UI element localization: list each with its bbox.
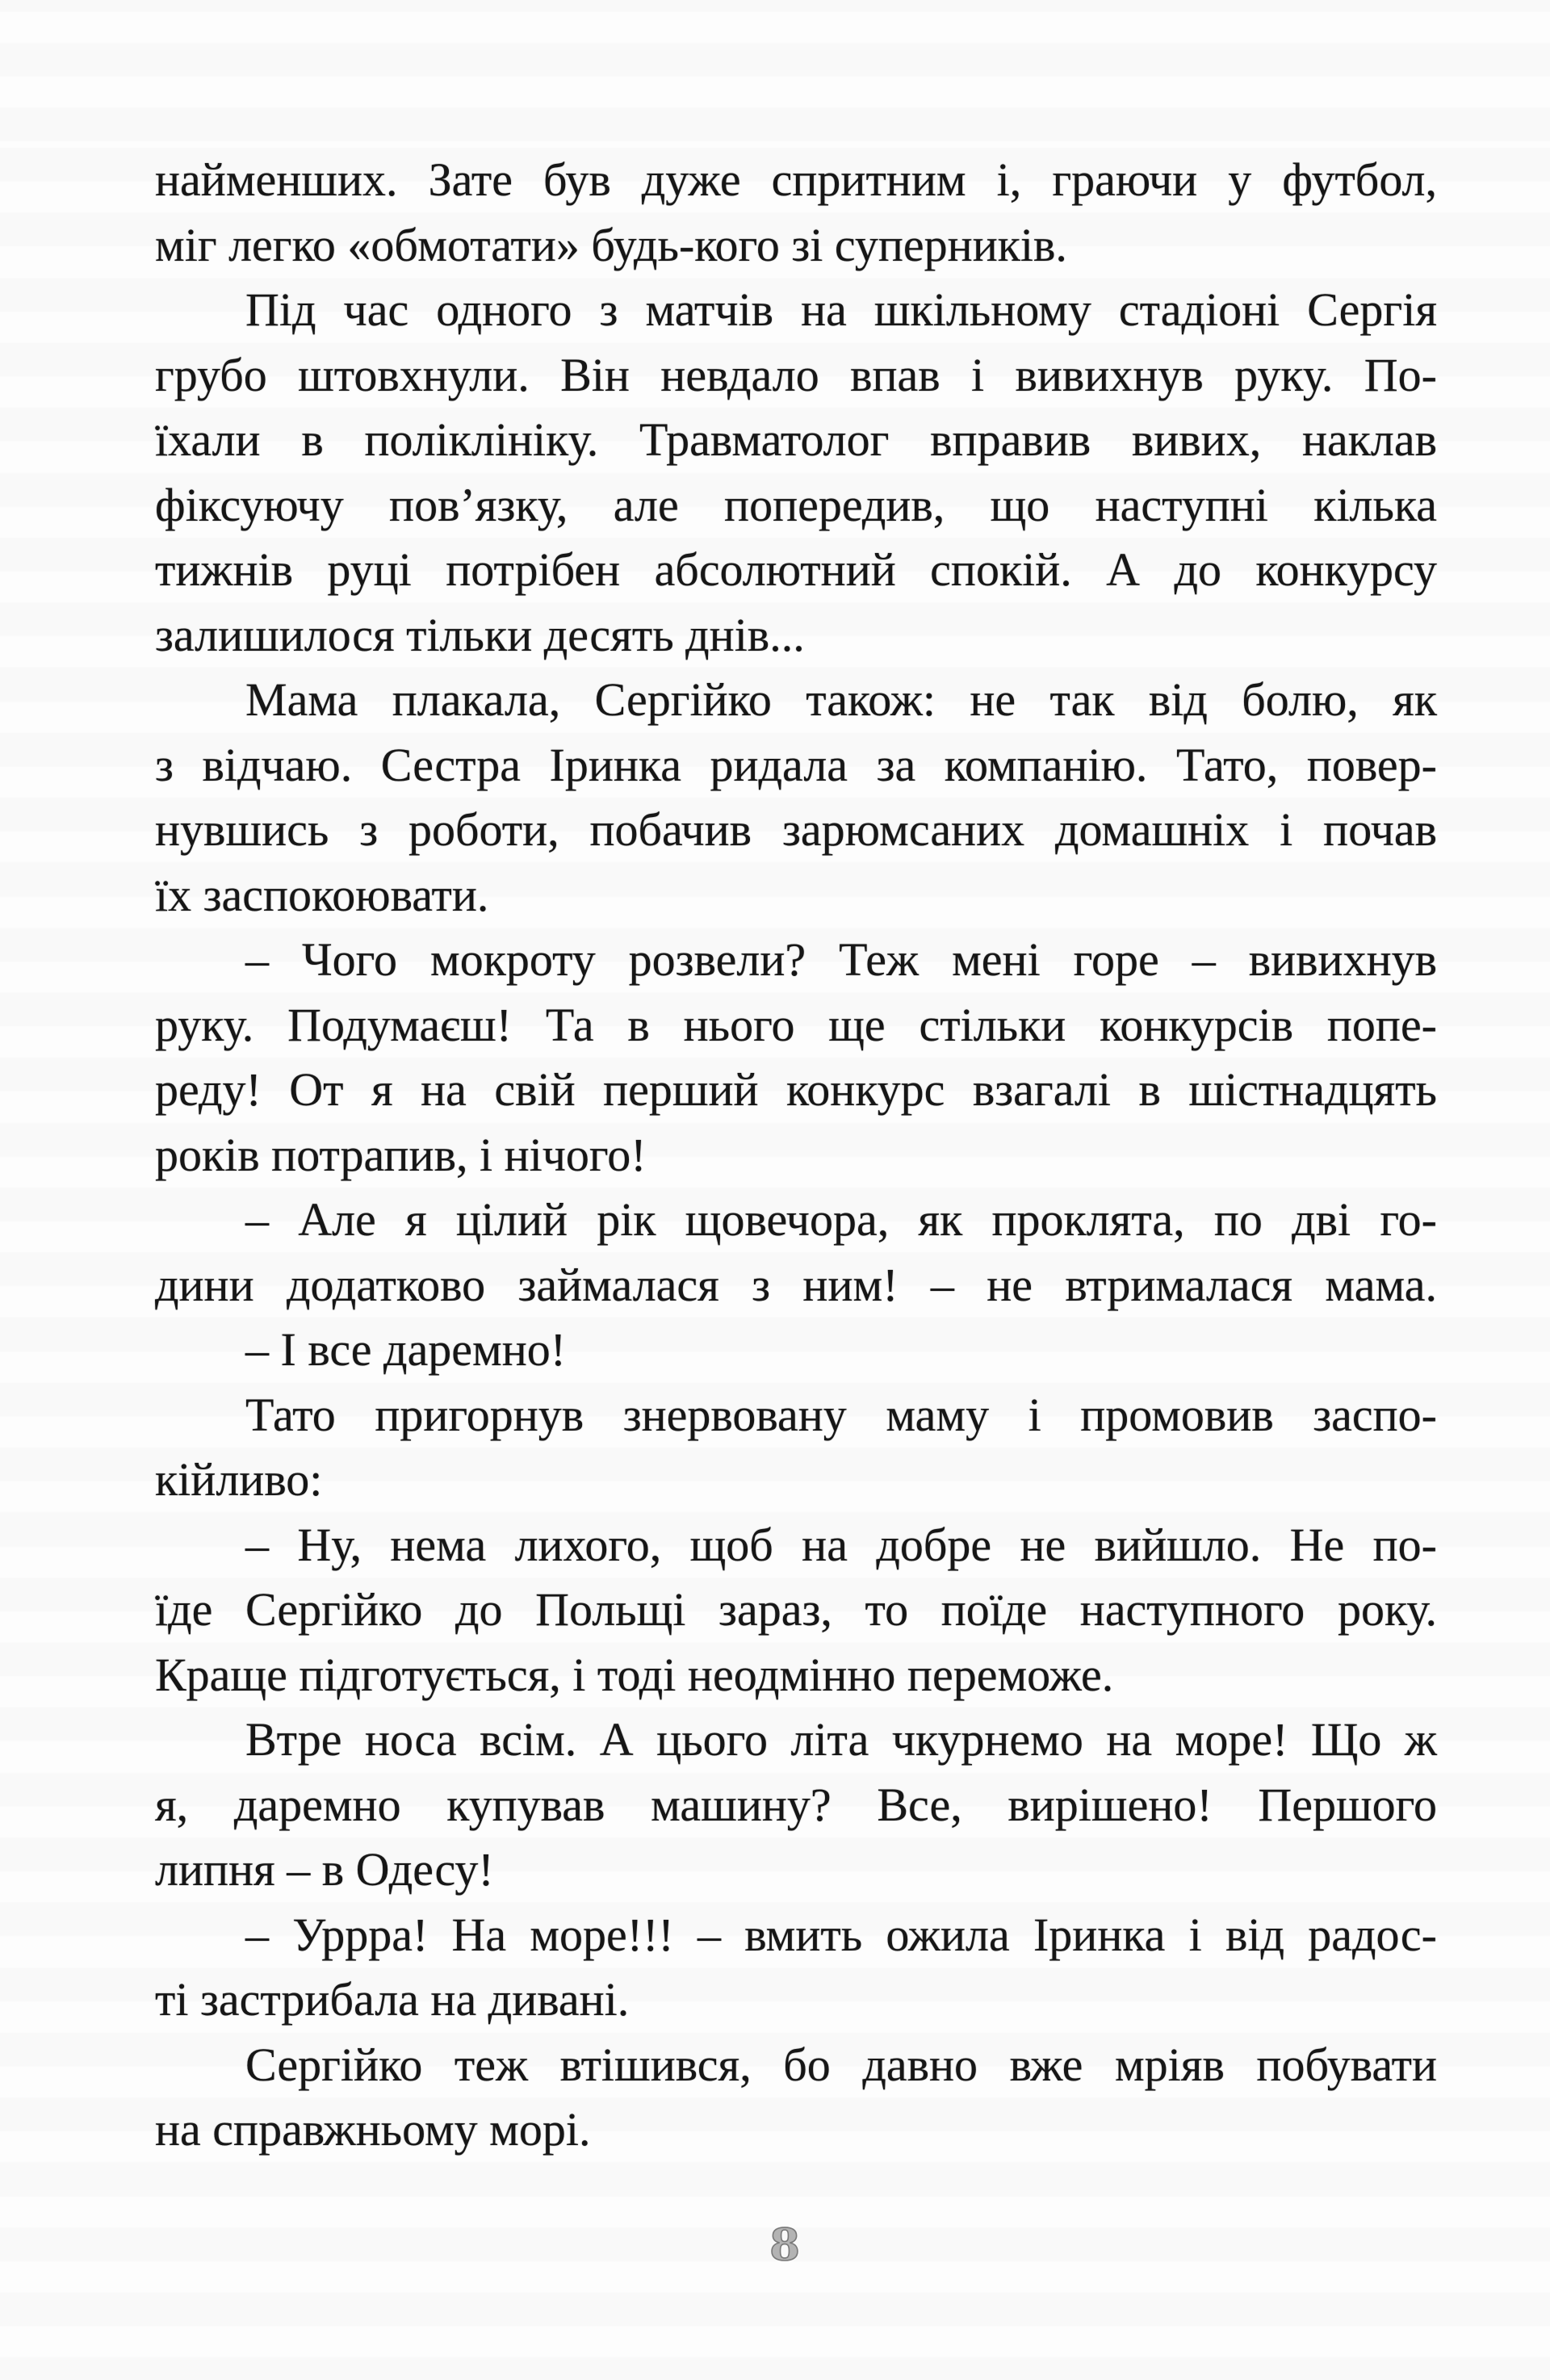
- text-line: Мама плакала, Сергійко також: не так від болю, як: [245, 673, 1437, 726]
- text-line: кійливо:: [155, 1453, 323, 1506]
- text-line: Під час одного з матчів на шкільному стадіоні Сергія: [245, 283, 1437, 336]
- text-line: Сергійко теж втішився, бо давно вже мріяв побувати: [245, 2038, 1437, 2091]
- text-line: їх заспокоювати.: [155, 868, 489, 921]
- text-line: залишилося тільки десять днів...: [155, 608, 805, 661]
- text-line: з відчаю. Сестра Іринка ридала за компанію. Тато, повер-: [155, 738, 1437, 791]
- text-line: Тато пригорнув знервовану маму і промовив заспо-: [245, 1388, 1437, 1441]
- text-line: їхали в поліклініку. Травматолог вправив вивих, наклав: [155, 413, 1437, 466]
- text-line: руку. Подумаєш! Та в нього ще стільки конкурсів попе-: [155, 998, 1437, 1051]
- text-line: років потрапив, і нічого!: [155, 1128, 647, 1181]
- text-line: липня – в Одесу!: [155, 1843, 494, 1896]
- text-line: грубо штовхнули. Він невдало впав і вивихнув руку. По-: [155, 348, 1437, 401]
- text-line: нувшись з роботи, побачив зарюмсаних домашніх і почав: [155, 803, 1437, 856]
- text-line: фіксуючу пов’язку, але попередив, що наступні кілька: [155, 478, 1437, 531]
- text-line: – І все даремно!: [245, 1323, 567, 1376]
- text-line: я, даремно купував машину? Все, вирішено! Першого: [155, 1778, 1437, 1831]
- text-line: міг легко «обмотати» будь-кого зі суперників.: [155, 218, 1067, 271]
- text-line: дини додатково займалася з ним! – не втрималася мама.: [155, 1258, 1437, 1311]
- text-line: – Уррра! На море!!! – вмить ожила Іринка і від радос-: [245, 1908, 1437, 1961]
- text-line: – Але я цілий рік щовечора, як проклята, по дві го-: [245, 1193, 1437, 1246]
- text-line: тижнів руці потрібен абсолютний спокій. А до конкурсу: [155, 543, 1437, 596]
- text-line: їде Сергійко до Польщі зараз, то поїде наступного року.: [155, 1583, 1437, 1636]
- text-line: Краще підготується, і тоді неодмінно переможе.: [155, 1648, 1114, 1701]
- text-line: ті застрибала на дивані.: [155, 1973, 630, 2026]
- text-line: на справжньому морі.: [155, 2103, 591, 2156]
- text-line: найменших. Зате був дуже спритним і, граючи у футбол,: [155, 153, 1437, 206]
- text-line: реду! От я на свій перший конкурс взагалі в шістнадцять: [155, 1063, 1437, 1116]
- page-number: 8: [769, 2219, 800, 2270]
- text-line: – Ну, нема лихого, щоб на добре не вийшло. Не по-: [245, 1518, 1437, 1571]
- page-text: [155, 148, 1437, 2163]
- text-line: – Чого мокроту розвели? Теж мені горе – вивихнув: [245, 933, 1437, 986]
- text-line: Втре носа всім. А цього літа чкурнемо на море! Що ж: [245, 1713, 1437, 1766]
